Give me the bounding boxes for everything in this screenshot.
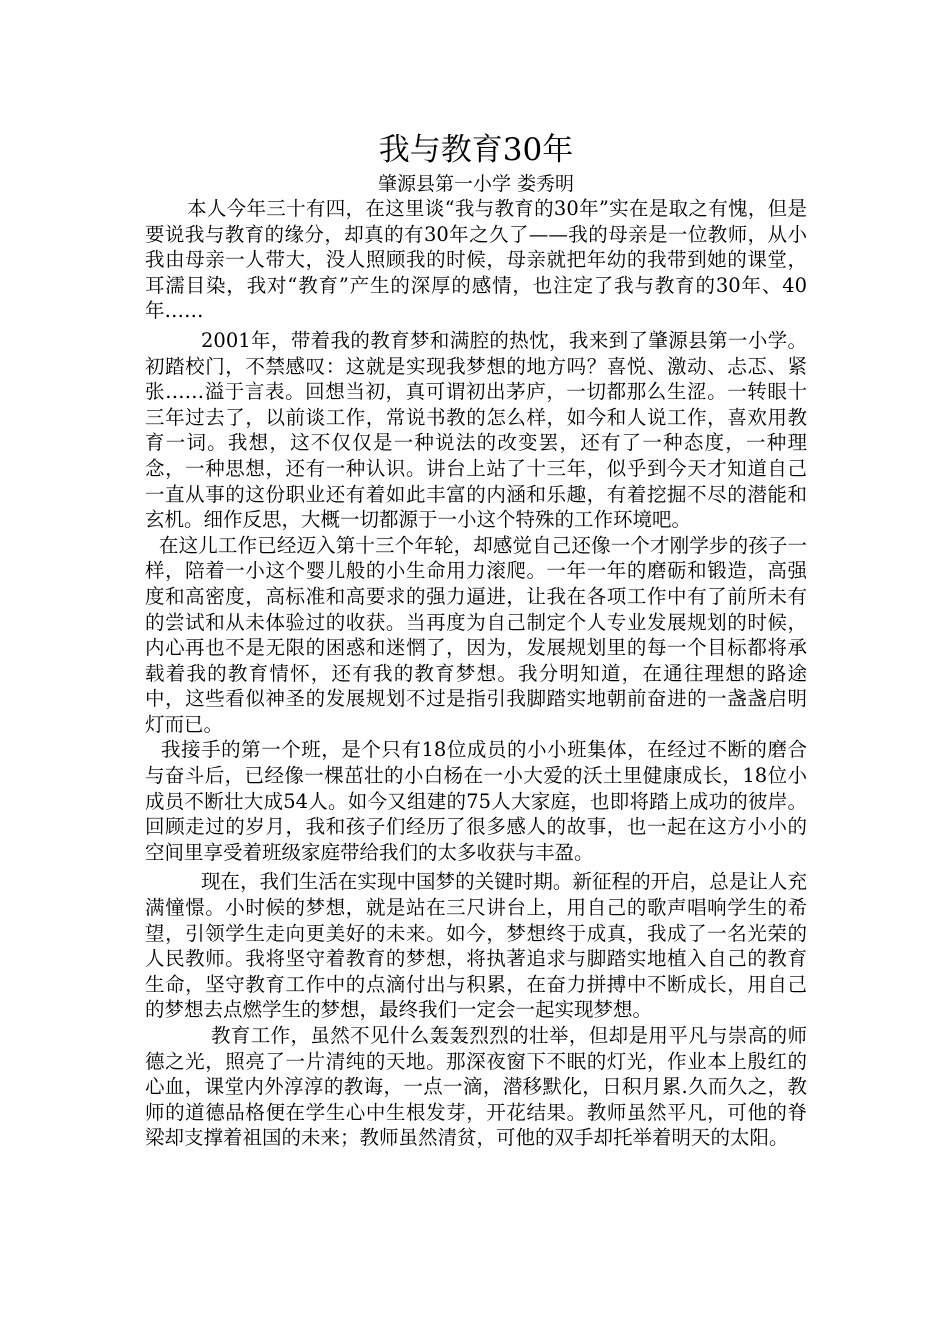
document-title: 我与教育30年 [378, 132, 574, 168]
document-body [145, 128, 807, 1151]
paragraph-conclusion: 教育工作，虽然不见什么轰轰烈烈的壮举，但却是用平凡与崇高的师德之光，照亮了一片清纯的天地。那深夜窗下不眠的灯光，作业本上殷红的心血，课堂内外淳淳的教诲，一点一滴，潜移默化，日积月累.久而久之，教师的道德品格便在学生心中生根发芽，开花结果。教师虽然平凡，可他的脊梁却支撑着祖国的未来；教师虽然清贫，可他的双手却托举着明天的太阳。 [145, 1024, 807, 1150]
paragraph-thirteen-years: 在这儿工作已经迈入第十三个年轮，却感觉自己还像一个才刚学步的孩子一样，陪着一小这个婴儿般的小生命用力滚爬。一年一年的磨砺和锻造，高强度和高密度，高标准和高要求的强力逼进，让我在各项工作中有了前所未有的尝试和从未体验过的收获。当再度为自己制定个人专业发展规划的时候，内心再也不是无限的困惑和迷惘了，因为，发展规划里的每一个目标都将承载着我的教育情怀，还有我的教育梦想。我分明知道，在通往理想的路途中，这些看似神圣的发展规划不过是指引我脚踏实地朝前奋进的一盏盏启明灯而已。 [145, 533, 807, 736]
paragraph-intro: 本人今年三十有四，在这里谈“我与教育的30年”实在是取之有愧，但是要说我与教育的缘分，却真的有30年之久了——我的母亲是一位教师，从小我由母亲一人带大，没人照顾我的时候，母亲就把年幼的我带到她的课堂，耳濡目染，我对“教育”产生的深厚的感情，也注定了我与教育的30年、40年…… [145, 197, 807, 323]
author-line: 肇源县第一小学 娄秀明 [377, 173, 575, 195]
paragraph-first-class: 我接手的第一个班，是个只有18位成员的小小班集体，在经过不断的磨合与奋斗后，已经像一棵茁壮的小白杨在一小大爱的沃土里健康成长，18位小成员不断壮大成54人。如今又组建的75人大家庭，也即将踏上成功的彼岸。回顾走过的岁月，我和孩子们经历了很多感人的故事，也一起在这方小小的空间里享受着班级家庭带给我们的太多收获与丰盈。 [145, 738, 807, 864]
paragraph-china-dream: 现在，我们生活在实现中国梦的关键时期。新征程的开启，总是让人充满憧憬。小时候的梦想，就是站在三尺讲台上，用自己的歌声唱响学生的希望，引领学生走向更美好的未来。如今，梦想终于成真，我成了一名光荣的人民教师。我将坚守着教育的梦想，将执著追求与脚踏实地植入自己的教育生命，坚守教育工作中的点滴付出与积累，在奋力拼搏中不断成长，用自己的梦想去点燃学生的梦想，最终我们一定会一起实现梦想。 [145, 870, 807, 1022]
paragraph-2001: 2001年，带着我的教育梦和满腔的热忱，我来到了肇源县第一小学。初踏校门，不禁感叹：这就是实现我梦想的地方吗？喜悦、激动、忐忑、紧张……溢于言表。回想当初，真可谓初出茅庐，一切都那么生涩。一转眼十三年过去了，以前谈工作，常说书教的怎么样，如今和人说工作，喜欢用教育一词。我想，这不仅仅是一种说法的改变罢，还有了一种态度，一种理念，一种思想，还有一种认识。讲台上站了十三年，似乎到今天才知道自己一直从事的这份职业还有着如此丰富的内涵和乐趣，有着挖掘不尽的潜能和玄机。细作反思，大概一切都源于一小这个特殊的工作环境吧。 [145, 328, 807, 532]
